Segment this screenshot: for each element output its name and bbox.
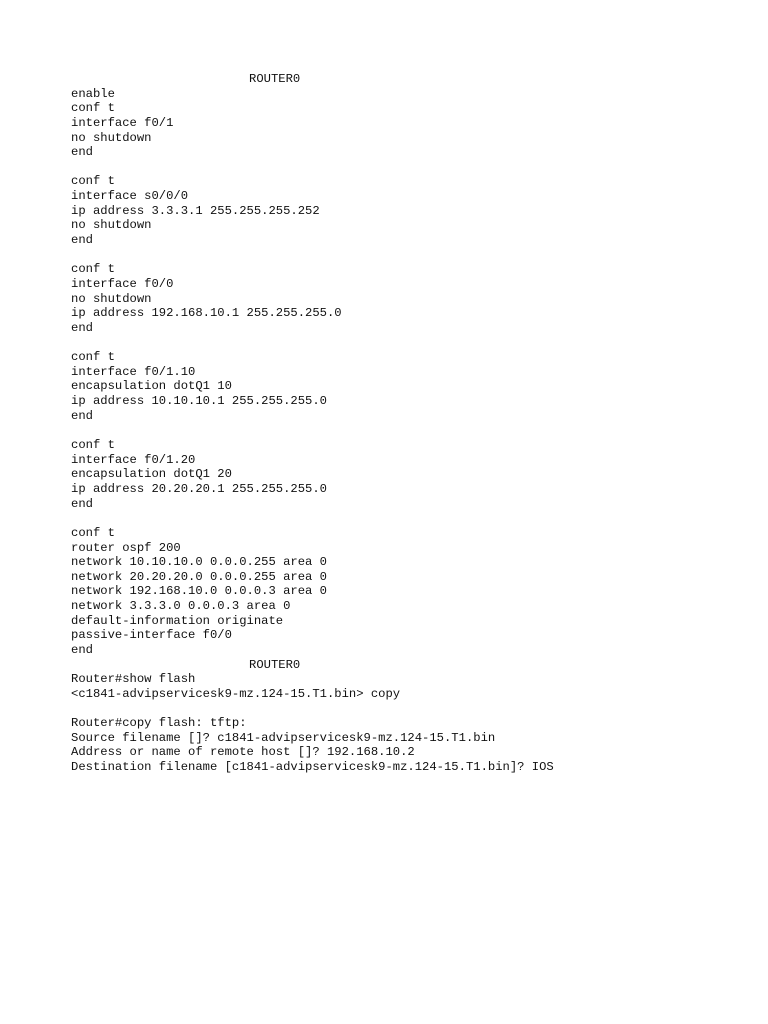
config-line: interface s0/0/0 [71,189,189,204]
config-line: no shutdown [71,130,152,145]
config-line: end [71,642,93,657]
config-line: end [71,408,93,423]
config-line: end [71,233,93,248]
blank-line [71,702,731,717]
config-line: conf t [71,525,115,540]
config-line: encapsulation dotQ1 10 [71,379,232,394]
config-line: network 192.168.10.0 0.0.0.3 area 0 [71,584,327,599]
config-line: encapsulation dotQ1 20 [71,467,232,482]
config-line: conf t [71,101,115,116]
config-line: Source filename []? c1841-advipservicesk9-mz.124-15.T1.bin [71,730,496,745]
config-line: <c1841-advipservicesk9-mz.124-15.T1.bin> copy [71,686,401,701]
document-page [71,72,731,775]
config-line: enable [71,86,115,101]
config-line: default-information originate [71,613,284,628]
config-line: conf t [71,262,115,277]
config-line: Destination filename [c1841-advipservicesk9-mz.124-15.T1.bin]? IOS [71,760,554,775]
config-line: interface f0/1.20 [71,452,196,467]
config-line: network 10.10.10.0 0.0.0.255 area 0 [71,555,327,570]
config-line: interface f0/0 [71,276,174,291]
config-line: interface f0/1 [71,115,174,130]
config-line: passive-interface f0/0 [71,628,232,643]
config-line: conf t [71,174,115,189]
blank-line [71,336,731,351]
config-line: Router#show flash [71,672,196,687]
config-line: network 20.20.20.0 0.0.0.255 area 0 [71,569,327,584]
config-line: Address or name of remote host []? 192.168.10.2 [71,745,415,760]
config-line: no shutdown [71,218,152,233]
config-line: no shutdown [71,291,152,306]
config-line: ip address 10.10.10.1 255.255.255.0 [71,394,327,409]
config-line: conf t [71,438,115,453]
blank-line [71,511,731,526]
config-line: ip address 3.3.3.1 255.255.255.252 [71,203,320,218]
config-line: Router#copy flash: tftp: [71,716,247,731]
blank-line [71,248,731,263]
blank-line [71,423,731,438]
config-line: conf t [71,350,115,365]
config-line: interface f0/1.10 [71,364,196,379]
config-line: ip address 20.20.20.1 255.255.255.0 [71,481,327,496]
config-line: router ospf 200 [71,540,181,555]
config-line: end [71,320,93,335]
document-body [71,72,731,775]
config-line: end [71,145,93,160]
blank-line [71,160,731,175]
config-line: ip address 192.168.10.1 255.255.255.0 [71,306,342,321]
config-line: network 3.3.3.0 0.0.0.3 area 0 [71,599,291,614]
section-heading: ROUTER0 [249,657,301,672]
section-heading: ROUTER0 [249,72,301,86]
config-line: end [71,496,93,511]
